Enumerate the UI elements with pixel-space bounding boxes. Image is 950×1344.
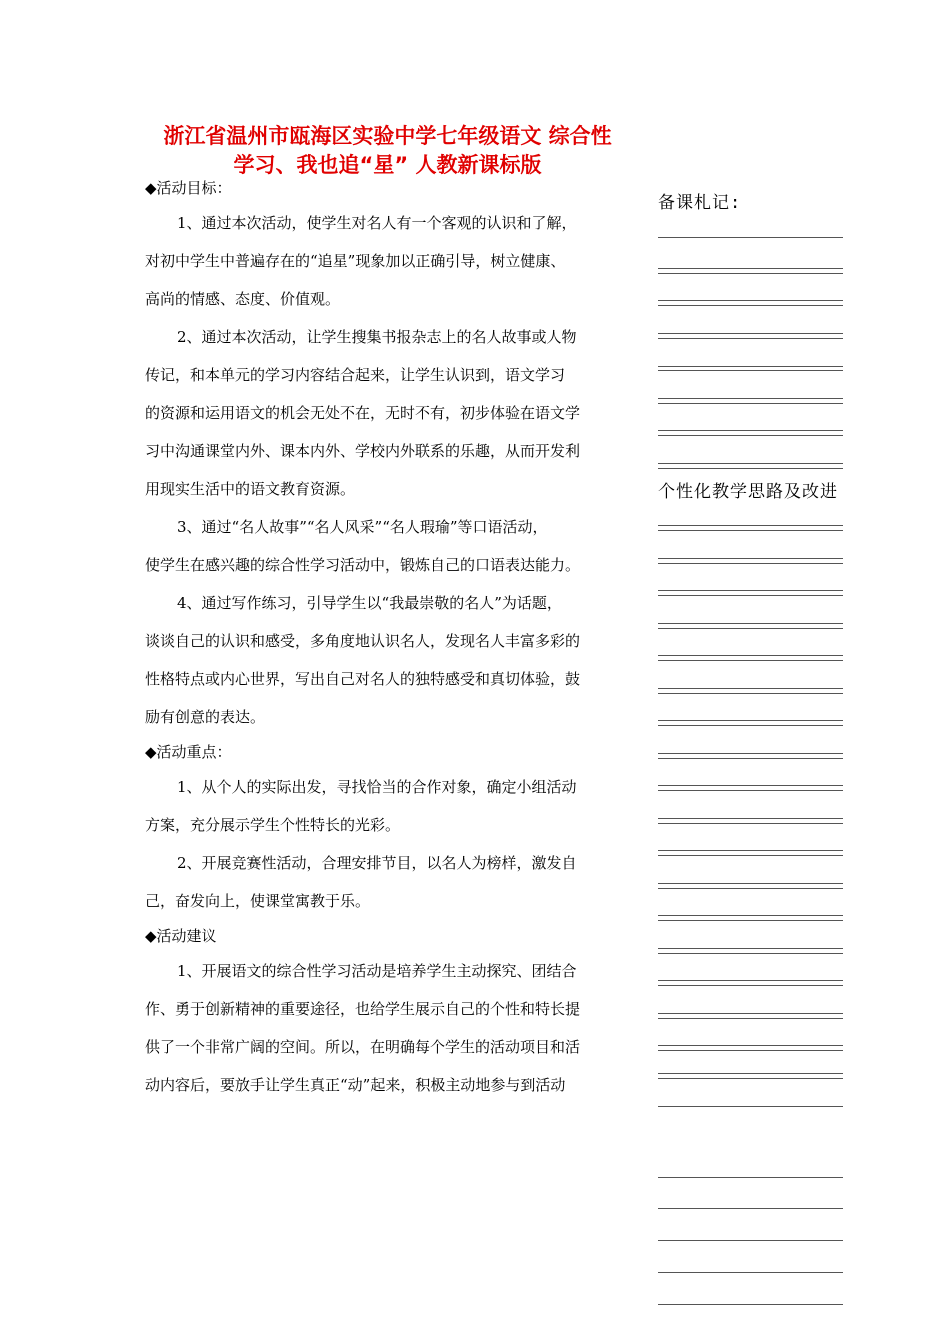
text-line: 传记，和本单元的学习内容结合起来，让学生认识到，语文学习	[145, 366, 566, 384]
title-line-2: 学习、我也追“星” 人教新课标版	[233, 153, 542, 177]
text-line: 3、通过“名人故事”“名人风采”“名人瑕瑜”等口语活动，	[177, 518, 548, 536]
writing-line	[658, 525, 843, 526]
text-line: 2、开展竞赛性活动，合理安排节目，以名人为榜样，激发自	[177, 854, 577, 872]
text-line: 动内容后，要放手让学生真正“动”起来，积极主动地参与到活动	[145, 1076, 566, 1094]
writing-line	[658, 1078, 843, 1079]
goal-item-3	[145, 508, 635, 584]
text-line: 的资源和运用语文的机会无处不在，无时不有，初步体验在语文学	[145, 404, 581, 422]
writing-line	[658, 435, 843, 436]
writing-line	[658, 403, 843, 404]
text-line: 对初中学生中普遍存在的“追星”现象加以正确引导，树立健康、	[145, 252, 566, 270]
writing-line	[658, 273, 843, 274]
text-line: 励有创意的表达。	[145, 708, 266, 726]
writing-line	[658, 720, 843, 721]
text-line: 方案，充分展示学生个性特长的光彩。	[145, 816, 401, 834]
writing-line	[658, 790, 843, 791]
writing-line	[658, 1013, 843, 1014]
goal-item-4	[145, 584, 635, 736]
writing-line	[658, 595, 843, 596]
text-line: 用现实生活中的语文教育资源。	[145, 480, 356, 498]
writing-line	[658, 370, 843, 371]
writing-line	[658, 1177, 843, 1178]
writing-line	[658, 366, 843, 367]
advice-heading: ◆活动建议	[145, 927, 217, 945]
writing-line	[658, 1045, 843, 1046]
writing-line	[658, 590, 843, 591]
writing-line	[658, 948, 843, 949]
writing-line	[658, 953, 843, 954]
writing-line	[658, 398, 843, 399]
text-line: 使学生在感兴趣的综合性学习活动中，锻炼自己的口语表达能力。	[145, 556, 581, 574]
writing-line	[658, 725, 843, 726]
writing-line	[658, 628, 843, 629]
text-line: 4、通过写作练习，引导学生以“我最崇敬的名人”为话题，	[177, 594, 562, 612]
focus-item-2	[145, 844, 635, 920]
writing-line	[658, 915, 843, 916]
text-line: 1、开展语文的综合性学习活动是培养学生主动探究、团结合	[177, 962, 577, 980]
writing-line	[658, 1050, 843, 1051]
writing-line	[658, 855, 843, 856]
writing-line	[658, 468, 843, 469]
writing-line	[658, 1208, 843, 1209]
writing-line	[658, 1304, 843, 1305]
writing-line	[658, 338, 843, 339]
text-line: 2、通过本次活动，让学生搜集书报杂志上的名人故事或人物	[177, 328, 577, 346]
writing-line	[658, 1240, 843, 1241]
writing-line	[658, 693, 843, 694]
text-line: 1、从个人的实际出发，寻找恰当的合作对象，确定小组活动	[177, 778, 577, 796]
text-line: 供了一个非常广阔的空间。所以，在明确每个学生的活动项目和活	[145, 1038, 581, 1056]
main-content	[145, 172, 635, 1104]
writing-line	[658, 920, 843, 921]
writing-line	[658, 818, 843, 819]
goals-heading: ◆活动目标：	[145, 179, 232, 197]
goal-item-2	[145, 318, 635, 508]
text-line: 1、通过本次活动，使学生对名人有一个客观的认识和了解，	[177, 214, 577, 232]
text-line: 己，奋发向上，使课堂寓教于乐。	[145, 892, 371, 910]
writing-line	[658, 753, 843, 754]
writing-line	[658, 237, 843, 238]
notes-label: 备课札记:	[658, 193, 742, 213]
writing-line	[658, 558, 843, 559]
goal-item-1	[145, 204, 635, 318]
advice-item-1	[145, 952, 635, 1104]
writing-line	[658, 333, 843, 334]
writing-line	[658, 623, 843, 624]
writing-line	[658, 883, 843, 884]
writing-line	[658, 300, 843, 301]
text-line: 作、勇于创新精神的重要途径，也给学生展示自己的个性和特长提	[145, 1000, 581, 1018]
writing-line	[658, 688, 843, 689]
writing-line	[658, 305, 843, 306]
writing-line	[658, 463, 843, 464]
writing-line	[658, 980, 843, 981]
ideas-label: 个性化教学思路及改进	[658, 482, 838, 502]
writing-line	[658, 758, 843, 759]
writing-line	[658, 888, 843, 889]
title-line-1: 浙江省温州市瓯海区实验中学七年级语文 综合性	[163, 124, 612, 148]
text-line: 性格特点或内心世界，写出自己对名人的独特感受和真切体验，鼓	[145, 670, 581, 688]
writing-line	[658, 1073, 843, 1074]
text-line: 谈谈自己的认识和感受，多角度地认识名人，发现名人丰富多彩的	[145, 632, 581, 650]
writing-line	[658, 430, 843, 431]
writing-line	[658, 530, 843, 531]
writing-line	[658, 1018, 843, 1019]
focus-item-1	[145, 768, 635, 844]
writing-line	[658, 660, 843, 661]
writing-line	[658, 1272, 843, 1273]
writing-line	[658, 985, 843, 986]
writing-line	[658, 655, 843, 656]
writing-line	[658, 850, 843, 851]
writing-line	[658, 785, 843, 786]
writing-line	[658, 563, 843, 564]
writing-line	[658, 1106, 843, 1107]
writing-line	[658, 823, 843, 824]
focus-heading: ◆活动重点：	[145, 743, 232, 761]
text-line: 习中沟通课堂内外、课本内外、学校内外联系的乐趣，从而开发利	[145, 442, 581, 460]
writing-line	[658, 268, 843, 269]
text-line: 高尚的情感、态度、价值观。	[145, 290, 341, 308]
